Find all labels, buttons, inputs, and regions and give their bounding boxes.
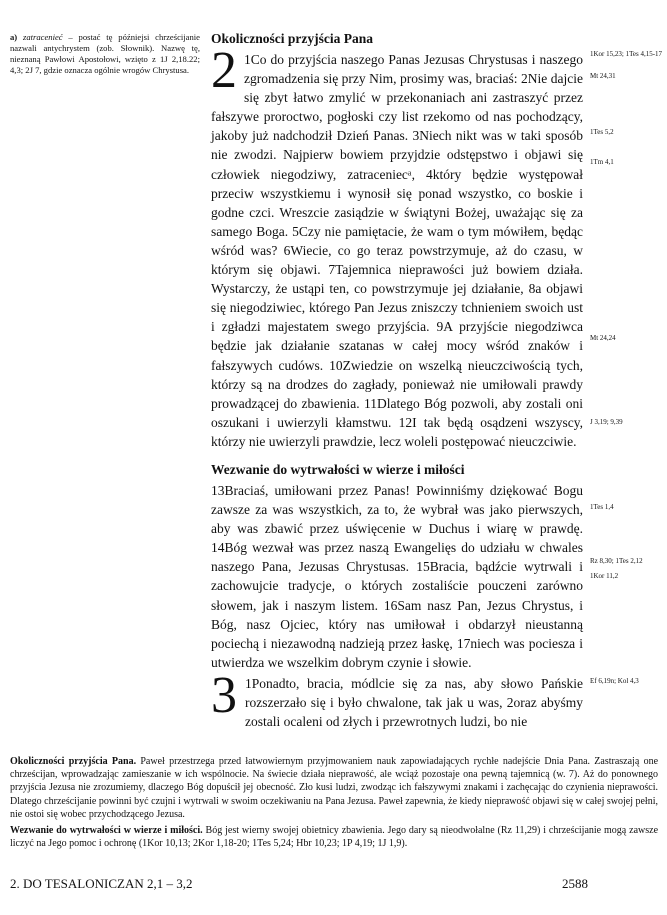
section-heading-1: Okoliczności przyjścia Pana bbox=[211, 31, 373, 46]
footnote-term: zatracenieć bbox=[22, 32, 63, 42]
footnote-label: a) bbox=[10, 32, 18, 42]
commentary-title: Okoliczności przyjścia Pana. bbox=[10, 756, 137, 767]
paragraph-3-text: 1Ponadto, bracia, módlcie się za nas, aby słowo Pańskie rozszerzało się i było chwalone, tak jak u was, 2oraz abyśmy zostali ocaleni od złych i przewrotnych ludzi, bo nie bbox=[245, 675, 583, 730]
margin-ref: J 3,19; 9,39 bbox=[590, 418, 623, 426]
commentary-paragraph bbox=[10, 755, 658, 821]
margin-ref: 1Tm 4,1 bbox=[590, 158, 614, 166]
margin-ref: 1Tes 1,4 bbox=[590, 503, 614, 511]
chapter-number-3: 3 bbox=[211, 666, 237, 724]
main-text bbox=[211, 30, 583, 731]
footnote bbox=[10, 32, 200, 76]
paragraph-chapter-3 bbox=[211, 666, 583, 731]
commentary-paragraph bbox=[10, 824, 658, 850]
paragraph-2 bbox=[211, 481, 583, 672]
commentary bbox=[10, 755, 658, 853]
margin-ref: 1Kor 11,2 bbox=[590, 572, 619, 580]
margin-ref: 1Tes 5,2 bbox=[590, 128, 614, 136]
paragraph-1-text: 1Co do przyjścia naszego Panas Jezusas Chrystusas i naszego zgromadzenia się przy Nim, prosimy was, braciaś: 2Nie dajcie się zbyt łatwo zmylić w przekonaniach ani zastraszyć przez fałszywe proroctwo, pogłoski czy list rzekomo od nas pochodzący, jakoby już nadchodził Dzień Panas. 3Niech nikt was w taki sposób nie zwodzi. Najpierw bowiem przyjdzie odstępstwo i objawi się człowiek niegodziwy, zatraceniecᵃ, 4który będzie występował przeciw wszystkiemu i wynosił się ponad wszystko, co boskie i godne czci. Wreszcie zasiądzie w świątyni Bożej, uważając się za samego Boga. 5Czy nie pamiętacie, że wam o tym mówiłem, będąc wśród was? 6Wiecie, co go teraz powstrzymuje, aż do czasu, w którym się objawi. 7Tajemnica nieprawości już bowiem działa. Wystarczy, że ustąpi ten, co powstrzymuje jej działanie, 8a objawi się niegodziwiec, którego Pan Jezus zniszczy tchnieniem swoich ust i zgładzi majestatem swego przyjścia. 9A przyjście niegodziwca będzie jak działanie szatanas w całej mocy wśród znaków i fałszywych cudóws. 10Zwiedzie on wszelką nieuczciwością tych, którzy są na drodzes do zagłady, ponieważ nie umiłowali prawdy prowadzącej do zbawienia. 11Dlatego Bóg pozwoli, aby zostali oni oszukani i uwierzyli kłamstwu. 12I tak będą osądzeni wszyscy, którzy nie uwierzyli prawdzie, lecz woleli postępować nieuczciwie. bbox=[211, 52, 583, 449]
running-title: 2. DO TESALONICZAN 2,1 – 3,2 bbox=[10, 876, 193, 891]
margin-ref: 1Kor 15,23; 1Tes 4,15-17 bbox=[590, 50, 663, 58]
page-number: 2588 bbox=[562, 876, 588, 891]
paragraph-chapter-2 bbox=[211, 42, 583, 451]
commentary-title: Wezwanie do wytrwałości w wierze i miłości. bbox=[10, 825, 203, 837]
footnote-text: – postać tę późniejsi chrześcijanie nazwali antychrystem (zob. Słownik). Nazwę tę, nieznaną Pawłowi Apostołowi, wzięto z 1J 2,18.22; 4,3; 2J 7, gdzie oznacza ogólnie wrogów Chrystusa. bbox=[10, 32, 200, 75]
margin-ref: Ef 6,19n; Kol 4,3 bbox=[590, 677, 639, 685]
margin-ref: Mt 24,24 bbox=[590, 334, 616, 342]
page-footer bbox=[10, 876, 658, 894]
margin-ref: Mt 24,31 bbox=[590, 72, 616, 80]
paragraph-2-text: 13Braciaś, umiłowani przez Panas! Powinniśmy dziękować Bogu zawsze za was wszystkich, za to, że wybrał was jako pierwszych, aby was zbawić przez uświęcenie w Duchus i wiarę w prawdę. 14Bóg wezwał was przez naszą Ewangelięs do udziału w chwales naszego Pana, Jezusas Chrystusas. 15Bracia, bądźcie wytrwali i zachowujcie tradycje, o których zostaliście pouczeni zarówno słowem, jak i naszym listem. 16Sam nasz Pan, Jezus Chrystus, i Bóg, nasz Ojciec, który nas umiłował i obdarzył nieustanną pociechą i niezawodną nadzieją przez łaskę, 17niech was pociesza i utwierdza we wszelkim dobrym czynie i słowie. bbox=[211, 482, 583, 670]
chapter-number-2: 2 bbox=[211, 42, 237, 99]
margin-ref: Rz 8,30; 1Tes 2,12 bbox=[590, 557, 643, 565]
commentary-text: Paweł przestrzega przed łatwowiernym przyjmowaniem nauk zapowiadających rychłe nadejście Dnia Pana. Zastraszają one chrześcijan, wprowadzając zamieszanie w ich wspólnocie. Na świecie działa nieprawość, ale wciąż pozostaje ona pewną tajemnicą (w. 7). Aż do ponownego przyjścia Jezusa nie zrozumiemy, dlaczego Bóg dopuścił jej obecność. Zło kusi ludzi, zwodząc ich fałszywymi znakami i zachęcając do czynienia nieprawości. Dlatego chrześcijanie powinni być czujni i wytrwali w swoim oczekiwaniu na Pana Jezusa. Paweł zapewnia, że kiedy nieprawość objawi się w całej swojej pełni, nie ostoi się wobec przychodzącego Jezusa. bbox=[10, 756, 659, 820]
commentary-text: Bóg jest wierny swojej obietnicy zbawienia. Jego dary są nieodwołalne (Rz 11,29) i chrześcijanie mogą zawsze liczyć na Jego pomoc i ochronę (1Kor 10,13; 2Kor 1,18-20; 1Tes 5,24; Hbr 10,23; 1P 4,19; 1J 1,9). bbox=[10, 825, 659, 850]
section-heading-2: Wezwanie do wytrwałości w wierze i miłości bbox=[211, 461, 465, 477]
